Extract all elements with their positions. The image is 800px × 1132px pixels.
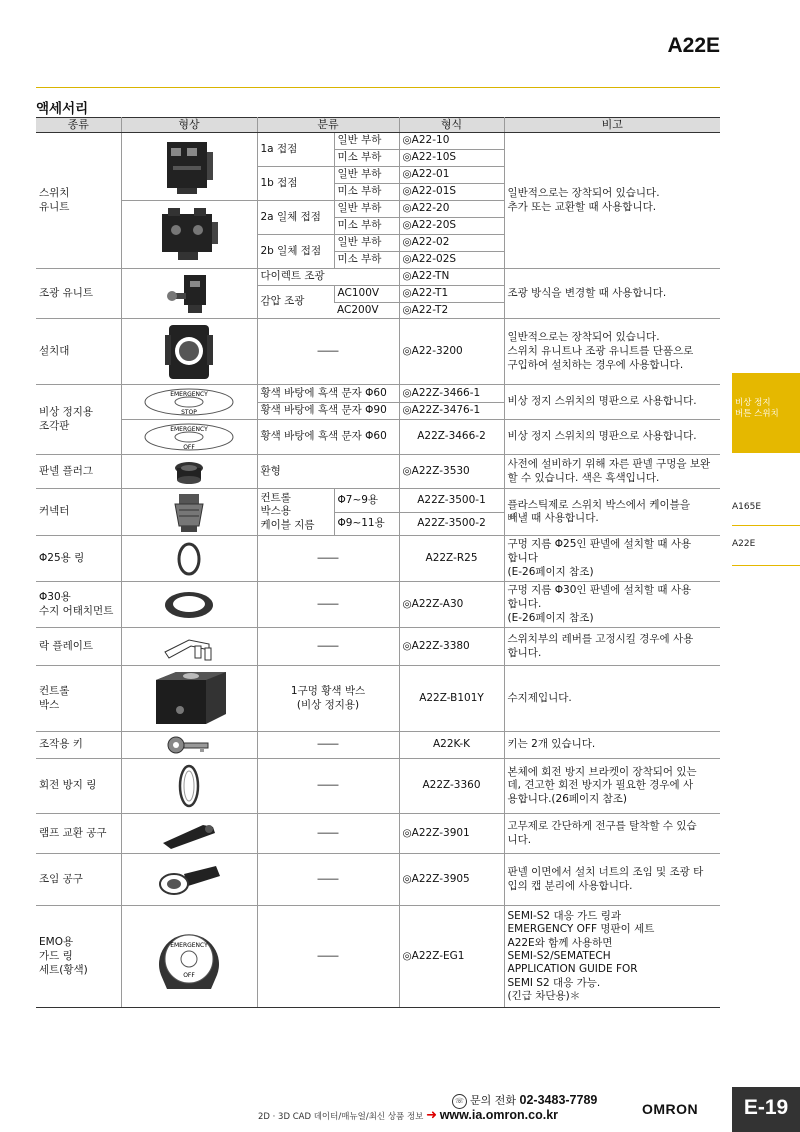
lock-image bbox=[121, 628, 257, 666]
switch-unit-1-image bbox=[121, 133, 257, 201]
model-cell: ◎A22Z-3905 bbox=[399, 854, 504, 906]
table-row bbox=[36, 536, 720, 582]
model-cell: A22K-K bbox=[399, 732, 504, 759]
antirot-image bbox=[121, 759, 257, 814]
plate-text-stop: STOP bbox=[181, 409, 197, 417]
table-row bbox=[36, 666, 720, 732]
box-type: 컨트롤 박스 bbox=[36, 666, 121, 732]
nameplate-off-image bbox=[121, 420, 257, 455]
adapter30-type: Φ30용 수지 어태치먼트 bbox=[36, 582, 121, 628]
table-row bbox=[36, 628, 720, 666]
ring25-image bbox=[121, 536, 257, 582]
section-title: 액세서리 bbox=[36, 101, 89, 117]
model-cell: A22Z-3466-2 bbox=[399, 420, 504, 455]
model-cell: ◎A22-02S bbox=[399, 252, 504, 269]
dash: ―― bbox=[257, 536, 399, 582]
lamp-tool-type: 램프 교환 공구 bbox=[36, 814, 121, 854]
plug-image bbox=[121, 455, 257, 489]
light-unit-note: 조광 방식을 변경할 때 사용합니다. bbox=[504, 269, 720, 319]
nameplate-off-icon bbox=[141, 421, 237, 453]
key-note: 키는 2개 있습니다. bbox=[504, 732, 720, 759]
switch-unit-note: 일반적으로는 장착되어 있습니다. 추가 또는 교환할 때 사용합니다. bbox=[504, 133, 720, 269]
ring-icon bbox=[174, 539, 204, 579]
lamp-tool-image bbox=[121, 814, 257, 854]
dash: ―― bbox=[257, 759, 399, 814]
nameplate-stop-icon bbox=[141, 386, 237, 418]
tight-tool-image bbox=[121, 854, 257, 906]
header-note: 비고 bbox=[504, 118, 720, 133]
connector-class: 컨트롤 박스용 케이블 지름 bbox=[257, 489, 334, 536]
model-cell: ◎A22Z-3476-1 bbox=[399, 402, 504, 420]
switch-unit-icon bbox=[159, 136, 219, 198]
model-cell: ◎A22-20S bbox=[399, 218, 504, 235]
model-cell: ◎A22Z-3901 bbox=[399, 814, 504, 854]
tight-tool-note: 판넬 이면에서 설치 너트의 조임 및 조광 타 입의 캡 분리에 사용합니다. bbox=[504, 854, 720, 906]
key-icon bbox=[164, 734, 214, 756]
connector-image bbox=[121, 489, 257, 536]
load-label: 미소 부하 bbox=[334, 150, 399, 167]
plug-note: 사전에 설비하기 위해 자른 판넬 구멍을 보완 할 수 있습니다. 색은 흑색입니다. bbox=[504, 455, 720, 489]
direct-light: 다이렉트 조광 bbox=[257, 269, 399, 286]
table-row bbox=[36, 732, 720, 759]
switch-unit-type: 스위치 유니트 bbox=[36, 133, 121, 269]
model-cell: ◎A22-01 bbox=[399, 167, 504, 184]
mount-note: 일반적으로는 장착되어 있습니다. 스위치 유니트나 조광 유니트를 단품으로 구입하여 설치하는 경우에 사용합니다. bbox=[504, 319, 720, 385]
load-label: 일반 부하 bbox=[334, 167, 399, 184]
tightening-tool-icon bbox=[154, 860, 224, 900]
header-class: 분류 bbox=[257, 118, 399, 133]
model-cell: ◎A22-3200 bbox=[399, 319, 504, 385]
footer-info bbox=[258, 1108, 558, 1123]
nameplate-type: 비상 정지용 조각판 bbox=[36, 385, 121, 455]
header-type: 종류 bbox=[36, 118, 121, 133]
mount-type: 설치대 bbox=[36, 319, 121, 385]
model-cell: A22Z-3500-1 bbox=[399, 489, 504, 513]
switch-unit-2-image bbox=[121, 201, 257, 269]
adapter-ring-icon bbox=[161, 587, 217, 623]
table-row bbox=[36, 455, 720, 489]
model-cell: ◎A22-10 bbox=[399, 133, 504, 150]
load-label: 일반 부하 bbox=[334, 133, 399, 150]
dash: ―― bbox=[257, 814, 399, 854]
dash: ―― bbox=[257, 732, 399, 759]
sidebar-active-tab[interactable]: 비상 정지 버튼 스위치 bbox=[732, 373, 800, 453]
tight-tool-type: 조임 공구 bbox=[36, 854, 121, 906]
ring25-type: Φ25용 링 bbox=[36, 536, 121, 582]
lamp-tool-note: 고무제로 간단하게 전구를 탈착할 수 있습 니다. bbox=[504, 814, 720, 854]
model-cell: A22Z-B101Y bbox=[399, 666, 504, 732]
model-cell: ◎A22-01S bbox=[399, 184, 504, 201]
mount-icon bbox=[161, 321, 217, 383]
nameplate-class: 황색 바탕에 흑색 문자 Φ90 bbox=[257, 402, 399, 420]
plug-type: 판넬 플러그 bbox=[36, 455, 121, 489]
light-unit-type: 조광 유니트 bbox=[36, 269, 121, 319]
sidebar-tab-a22e[interactable]: A22E bbox=[732, 539, 756, 549]
connector-note: 플라스틱제로 스위치 박스에서 케이블을 빼낼 때 사용합니다. bbox=[504, 489, 720, 536]
mount-image bbox=[121, 319, 257, 385]
nameplate-note-2: 비상 정지 스위치의 명판으로 사용합니다. bbox=[504, 420, 720, 455]
table-row bbox=[36, 133, 720, 150]
table-row bbox=[36, 906, 720, 1008]
emo-plate-text: EMERGENCY bbox=[170, 941, 208, 949]
table-row bbox=[36, 489, 720, 513]
diameter-1: Φ7~9용 bbox=[334, 489, 399, 513]
antirot-type: 회전 방지 링 bbox=[36, 759, 121, 814]
model-cell: A22Z-R25 bbox=[399, 536, 504, 582]
phone-label: 문의 전화 bbox=[470, 1094, 517, 1107]
load-label: 일반 부하 bbox=[334, 201, 399, 218]
anti-rotation-ring-icon bbox=[174, 761, 204, 811]
connector-icon bbox=[167, 490, 211, 534]
load-label: 미소 부하 bbox=[334, 184, 399, 201]
plug-class: 환형 bbox=[257, 455, 399, 489]
load-label: 미소 부하 bbox=[334, 218, 399, 235]
model-cell: ◎A22-TN bbox=[399, 269, 504, 286]
dash: ―― bbox=[257, 906, 399, 1008]
model-cell: ◎A22Z-3466-1 bbox=[399, 385, 504, 403]
lock-type: 락 플레이트 bbox=[36, 628, 121, 666]
title-divider bbox=[36, 87, 720, 88]
load-label: 일반 부하 bbox=[334, 235, 399, 252]
table-row bbox=[36, 759, 720, 814]
phone-icon: ☏ bbox=[452, 1094, 467, 1109]
lock-note: 스위치부의 레버를 고정시킬 경우에 사용 합니다. bbox=[504, 628, 720, 666]
plate-text-off: OFF bbox=[183, 444, 195, 452]
model-cell: ◎A22-T2 bbox=[399, 302, 504, 319]
header-model: 형식 bbox=[399, 118, 504, 133]
switch-group-2a: 2a 일체 접점 bbox=[257, 201, 334, 235]
table-row bbox=[36, 582, 720, 628]
light-unit-image bbox=[121, 269, 257, 319]
sidebar-divider bbox=[732, 525, 800, 526]
footer-url[interactable]: www.ia.omron.co.kr bbox=[439, 1108, 559, 1122]
model-cell: A22Z-3360 bbox=[399, 759, 504, 814]
nameplate-note-1: 비상 정지 스위치의 명판으로 사용합니다. bbox=[504, 385, 720, 420]
ring25-note: 구멍 지름 Φ25인 판넬에 설치할 때 사용 합니다 (E-26페이지 참조) bbox=[504, 536, 720, 582]
voltage-ac200: AC200V bbox=[334, 302, 399, 319]
reduced-light: 감압 조광 bbox=[257, 285, 334, 318]
model-cell: ◎A22-20 bbox=[399, 201, 504, 218]
lamp-tool-icon bbox=[157, 819, 221, 849]
lock-plate-icon bbox=[159, 632, 219, 662]
emo-note: SEMI-S2 대응 가드 링과 EMERGENCY OFF 명판이 세트 A22E와 함께 사용하면 SEMI-S2/SEMATECH APPLICATION GUIDE FOR SEMI S2 대응 가능. (긴급 차단용)＊ bbox=[504, 906, 720, 1008]
switch-group-1b: 1b 접점 bbox=[257, 167, 334, 201]
plug-icon bbox=[169, 458, 209, 486]
page-number: E-19 bbox=[732, 1087, 800, 1132]
switch-group-2b: 2b 일체 접점 bbox=[257, 235, 334, 269]
model-cell: ◎A22-02 bbox=[399, 235, 504, 252]
plate-text-top: EMERGENCY bbox=[170, 426, 208, 434]
dash: ―― bbox=[257, 319, 399, 385]
voltage-ac100: AC100V bbox=[334, 285, 399, 302]
table-row bbox=[36, 814, 720, 854]
adapter30-image bbox=[121, 582, 257, 628]
table-row bbox=[36, 385, 720, 403]
accessory-table bbox=[36, 117, 720, 1008]
connector-type: 커넥터 bbox=[36, 489, 121, 536]
model-cell: ◎A22Z-A30 bbox=[399, 582, 504, 628]
table-row bbox=[36, 319, 720, 385]
box-image bbox=[121, 666, 257, 732]
key-type: 조작용 키 bbox=[36, 732, 121, 759]
brand-logo: OMRON bbox=[642, 1101, 699, 1117]
phone-number: 02-3483-7789 bbox=[519, 1093, 598, 1107]
emo-type: EMO용 가드 링 세트(황색) bbox=[36, 906, 121, 1008]
model-cell: ◎A22-T1 bbox=[399, 285, 504, 302]
model-cell: ◎A22Z-EG1 bbox=[399, 906, 504, 1008]
plate-text-top: EMERGENCY bbox=[170, 391, 208, 399]
load-label: 미소 부하 bbox=[334, 252, 399, 269]
dash: ―― bbox=[257, 854, 399, 906]
box-class: 1구멍 황색 박스 (비상 정지용) bbox=[257, 666, 399, 732]
antirot-note: 본체에 회전 방지 브라켓이 장착되어 있는 데, 견고한 회전 방지가 필요한 경우에 사 용합니다.(26페이지 참조) bbox=[504, 759, 720, 814]
footer-info-text: 2D · 3D CAD 데이터/매뉴얼/최신 상품 정보 bbox=[258, 1112, 424, 1122]
footer-phone bbox=[452, 1092, 597, 1109]
diameter-2: Φ9~11용 bbox=[334, 512, 399, 536]
model-cell: A22Z-3500-2 bbox=[399, 512, 504, 536]
dash: ―― bbox=[257, 582, 399, 628]
adapter30-note: 구멍 지름 Φ30인 판넬에 설치할 때 사용 합니다. (E-26페이지 참조) bbox=[504, 582, 720, 628]
control-box-icon bbox=[146, 670, 232, 728]
nameplate-class: 황색 바탕에 흑색 문자 Φ60 bbox=[257, 420, 399, 455]
dash: ―― bbox=[257, 628, 399, 666]
table-header-row bbox=[36, 118, 720, 133]
sidebar-tab-a165e[interactable]: A165E bbox=[732, 502, 762, 512]
arrow-right-icon: ➜ bbox=[426, 1108, 437, 1123]
page-title: A22E bbox=[667, 34, 720, 57]
emo-image bbox=[121, 906, 257, 1008]
nameplate-stop-image bbox=[121, 385, 257, 420]
emo-guard-ring-icon bbox=[149, 915, 229, 999]
model-cell: ◎A22Z-3530 bbox=[399, 455, 504, 489]
key-image bbox=[121, 732, 257, 759]
model-cell: ◎A22Z-3380 bbox=[399, 628, 504, 666]
light-unit-icon bbox=[164, 271, 214, 317]
emo-plate-off: OFF bbox=[183, 971, 195, 979]
table-row bbox=[36, 269, 720, 286]
header-shape: 형상 bbox=[121, 118, 257, 133]
model-cell: ◎A22-10S bbox=[399, 150, 504, 167]
box-note: 수지제입니다. bbox=[504, 666, 720, 732]
nameplate-class: 황색 바탕에 흑색 문자 Φ60 bbox=[257, 385, 399, 403]
table-row bbox=[36, 420, 720, 455]
sidebar-divider bbox=[732, 565, 800, 566]
switch-unit-icon bbox=[156, 204, 222, 266]
switch-group-1a: 1a 접점 bbox=[257, 133, 334, 167]
table-row bbox=[36, 854, 720, 906]
